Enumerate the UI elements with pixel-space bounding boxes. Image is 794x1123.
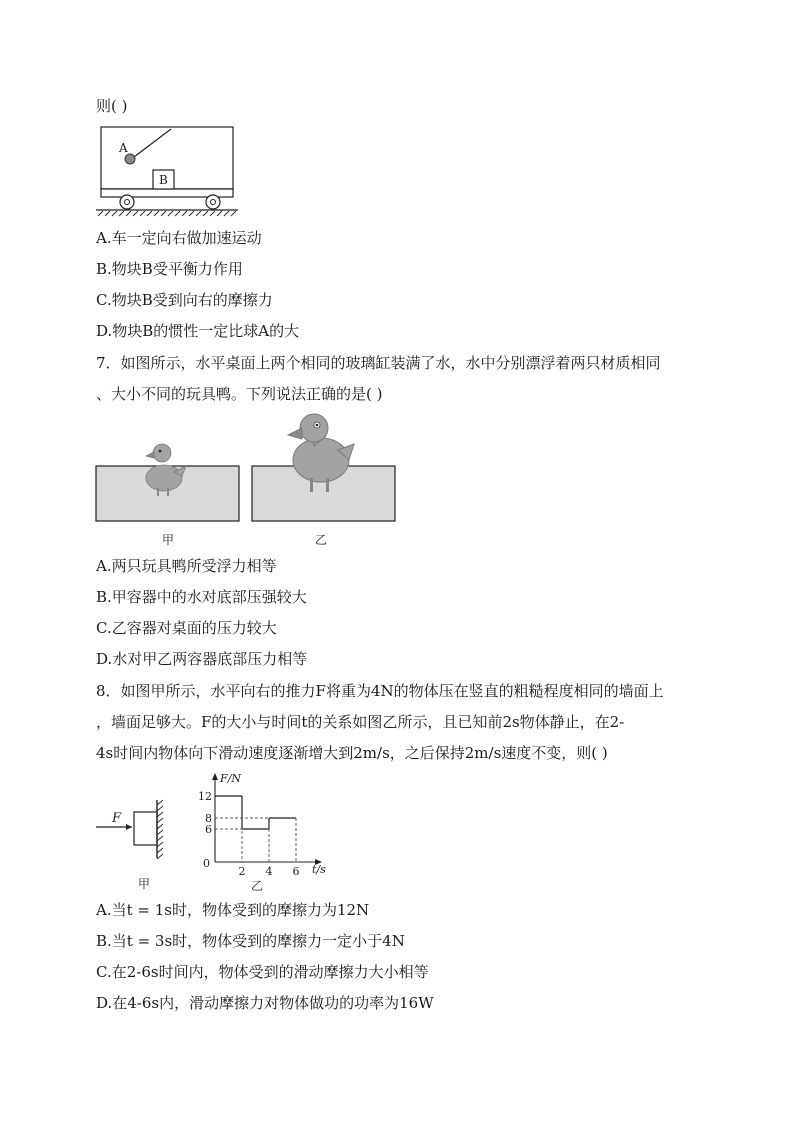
q6-stem-tail: 则( ) bbox=[96, 97, 128, 115]
ball-a bbox=[125, 154, 135, 164]
x-tick-label-6: 6 bbox=[292, 865, 300, 878]
y-tick-label-8: 8 bbox=[205, 812, 212, 825]
q7-label-yi: 乙 bbox=[315, 533, 328, 547]
q7-option-b: B.甲容器中的水对底部压强较大 bbox=[96, 588, 307, 606]
q8-option-b: B.当t = 3s时，物体受到的摩擦力一定小于4N bbox=[96, 932, 405, 950]
q8-option-c: C.在2-6s时间内，物体受到的滑动摩擦力大小相等 bbox=[96, 963, 429, 981]
q6-option-a: A.车一定向右做加速运动 bbox=[96, 229, 262, 247]
y-axis-label: F/N bbox=[220, 772, 241, 785]
q7-stem-line1: 7．如图所示，水平桌面上两个相同的玻璃缸装满了水，水中分别漂浮着两只材质相同 bbox=[96, 354, 661, 372]
q8-caption-jia: 甲 bbox=[138, 877, 151, 891]
force-label: F bbox=[112, 811, 122, 826]
ground-hatch bbox=[98, 211, 236, 216]
q7-option-a: A.两只玩具鸭所受浮力相等 bbox=[96, 557, 277, 575]
x-tick-label-2: 2 bbox=[238, 865, 246, 878]
q7-option-d: D.水对甲乙两容器底部压力相等 bbox=[96, 650, 308, 668]
x-tick-label-4: 4 bbox=[265, 865, 273, 878]
x-axis-label: t/s bbox=[312, 863, 326, 876]
q8-option-d: D.在4-6s内，滑动摩擦力对物体做功的功率为16W bbox=[96, 994, 434, 1012]
wheel-left-hub bbox=[125, 200, 130, 205]
q8-option-a: A.当t = 1s时，物体受到的摩擦力为12N bbox=[96, 901, 370, 919]
ball-a-label: A bbox=[119, 141, 128, 155]
pressed-block bbox=[134, 812, 157, 845]
y-tick-label-6: 6 bbox=[205, 823, 212, 836]
q6-option-b: B.物块B受平衡力作用 bbox=[96, 260, 243, 278]
block-b-label: B bbox=[159, 173, 168, 187]
q7-stem-line2: 、大小不同的玩具鸭。下列说法正确的是( ) bbox=[96, 385, 383, 403]
q8-stem-line3: 4s时间内物体向下滑动速度逐渐增大到2m/s，之后保持2m/s速度不变，则( ) bbox=[96, 744, 608, 762]
q6-option-d: D.物块B的惯性一定比球A的大 bbox=[96, 322, 300, 340]
q6-option-c: C.物块B受到向右的摩擦力 bbox=[96, 291, 273, 309]
y-axis-arrow bbox=[212, 773, 218, 780]
q8-stem-line1: 8．如图甲所示，水平向右的推力F将重为4N的物体压在竖直的粗糙程度相同的墙面上 bbox=[96, 682, 664, 700]
q8-figure-wall bbox=[96, 800, 176, 895]
q7-option-c: C.乙容器对桌面的压力较大 bbox=[96, 619, 277, 637]
q6-figure-cart bbox=[96, 125, 241, 220]
wheel-right-hub bbox=[211, 200, 216, 205]
wall-hatch bbox=[157, 800, 163, 859]
origin-label: 0 bbox=[203, 857, 210, 870]
q7-figure-ducks bbox=[96, 410, 406, 550]
y-tick-label-12: 12 bbox=[198, 790, 212, 803]
q8-stem-line2: ，墙面足够大。F的大小与时间t的关系如图乙所示，且已知前2s物体静止，在2- bbox=[96, 713, 625, 731]
q7-label-jia: 甲 bbox=[162, 533, 175, 547]
q8-caption-yi: 乙 bbox=[251, 879, 264, 893]
q8-ft-chart bbox=[193, 770, 333, 895]
